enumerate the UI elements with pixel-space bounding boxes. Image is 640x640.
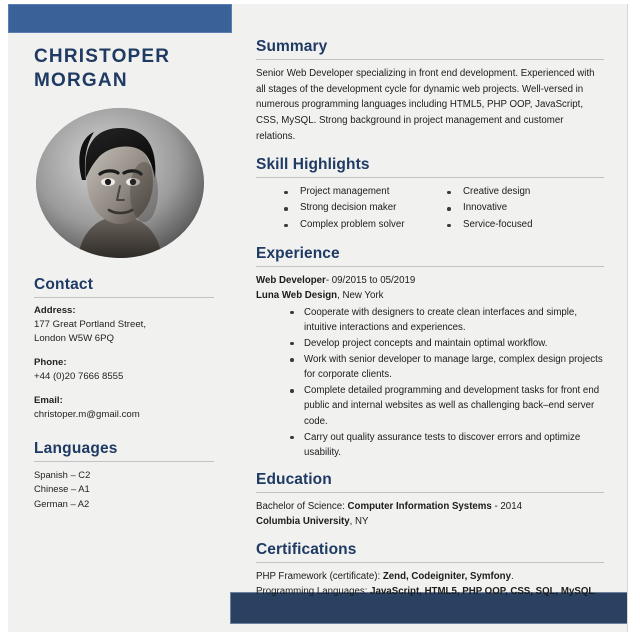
cert-2-value: JavaScript, HTML5, PHP OOP, CSS, SQL, MySQL bbox=[367, 586, 595, 598]
experience-bullets bbox=[256, 305, 604, 460]
job-company-line bbox=[256, 288, 604, 304]
languages-heading: Languages bbox=[34, 440, 118, 458]
degree-year: - 2014 bbox=[491, 500, 522, 512]
list-item: Cooperate with designers to create clean interfaces and simple, intuitive interactions and experiences. bbox=[286, 305, 604, 335]
main-content bbox=[256, 38, 604, 611]
list-item: Chinese – A1 bbox=[34, 483, 90, 495]
degree-prefix: Bachelor of Science: bbox=[256, 500, 345, 512]
cert-2-suffix: . bbox=[594, 586, 598, 598]
avatar bbox=[36, 108, 204, 258]
degree-line bbox=[256, 499, 604, 515]
skill-highlights-heading: Skill Highlights bbox=[256, 155, 370, 173]
experience-rule bbox=[256, 266, 604, 267]
school-name: Columbia University bbox=[256, 516, 350, 528]
job-dates: - 09/2015 to 05/2019 bbox=[325, 274, 416, 286]
languages-rule bbox=[34, 461, 214, 462]
phone-value: +44 (0)20 7666 8555 bbox=[34, 371, 124, 383]
certifications-heading: Certifications bbox=[256, 540, 357, 558]
skills-grid bbox=[256, 184, 604, 234]
spacer bbox=[34, 347, 214, 356]
spacer bbox=[34, 385, 214, 394]
list-item: Complex problem solver bbox=[278, 217, 441, 234]
portrait-photo bbox=[36, 108, 204, 258]
address-line-2: London W5W 6PQ bbox=[34, 333, 114, 345]
resume-sheet bbox=[8, 4, 628, 632]
cert-1-prefix: PHP Framework (certificate): bbox=[256, 570, 381, 582]
sidebar bbox=[8, 33, 232, 511]
skill-highlights-section bbox=[256, 156, 604, 234]
job-title-line bbox=[256, 273, 604, 289]
experience-section bbox=[256, 245, 604, 460]
list-item: German – A2 bbox=[34, 497, 90, 509]
list-item: Innovative bbox=[441, 200, 604, 217]
top-accent-bar bbox=[8, 4, 232, 33]
list-item: Strong decision maker bbox=[278, 200, 441, 217]
email-value: christoper.m@gmail.com bbox=[34, 408, 140, 420]
job-title: Web Developer bbox=[256, 274, 326, 286]
list-item: Carry out quality assurance tests to discover errors and optimize usability. bbox=[286, 430, 604, 460]
list-item: Spanish – C2 bbox=[34, 469, 91, 481]
email-label: Email: bbox=[34, 394, 63, 406]
cert-1-value: Zend, Codeigniter, Symfony bbox=[380, 570, 511, 582]
last-name: MORGAN bbox=[34, 70, 128, 92]
company-location: , New York bbox=[337, 290, 384, 302]
summary-text: Senior Web Developer specializing in front end development. Experienced with all stages of the development cycle for dynamic web projects. Well-versed in numerous programming languages including HTML5, PHP OOP, JavaScript, CSS, MySQL. Strong background in project management and customer relations. bbox=[256, 68, 595, 142]
summary-section bbox=[256, 38, 604, 145]
certification-line-1 bbox=[256, 569, 604, 585]
certifications-rule bbox=[256, 562, 604, 563]
list-item: Work with senior developer to manage large, complex design projects for corporate clients. bbox=[286, 352, 604, 382]
education-rule bbox=[256, 492, 604, 493]
skills-column-left bbox=[278, 184, 441, 234]
summary-rule bbox=[256, 59, 604, 60]
experience-heading: Experience bbox=[256, 244, 340, 262]
company-name: Luna Web Design bbox=[256, 290, 338, 302]
address-line-1: 177 Great Portland Street, bbox=[34, 319, 146, 331]
certification-line-2 bbox=[256, 584, 604, 600]
list-item: Service-focused bbox=[441, 217, 604, 234]
address-label: Address: bbox=[34, 304, 76, 316]
languages-section bbox=[34, 440, 214, 510]
list-item: Complete detailed programming and development tasks for front end public and internal websites as well as challenging back–end server code. bbox=[286, 383, 604, 428]
school-line bbox=[256, 514, 604, 530]
candidate-name bbox=[34, 45, 214, 94]
list-item: Project management bbox=[278, 184, 441, 201]
skills-column-right bbox=[441, 184, 604, 234]
contact-section bbox=[34, 276, 214, 423]
degree-major: Computer Information Systems bbox=[344, 500, 492, 512]
contact-heading: Contact bbox=[34, 275, 94, 293]
cert-1-suffix: . bbox=[510, 570, 514, 582]
education-heading: Education bbox=[256, 470, 332, 488]
first-name: CHRISTOPER bbox=[34, 46, 171, 67]
education-section bbox=[256, 471, 604, 530]
school-location: , NY bbox=[349, 516, 369, 528]
contact-rule bbox=[34, 297, 214, 298]
certifications-section bbox=[256, 541, 604, 600]
portrait-photo-graphic bbox=[36, 108, 204, 258]
list-item: Develop project concepts and maintain optimal workflow. bbox=[286, 336, 604, 351]
skill-highlights-rule bbox=[256, 177, 604, 178]
phone-label: Phone: bbox=[34, 356, 67, 368]
cert-2-prefix: Programming Languages: bbox=[256, 586, 368, 598]
summary-heading: Summary bbox=[256, 38, 328, 55]
list-item: Creative design bbox=[441, 184, 604, 201]
